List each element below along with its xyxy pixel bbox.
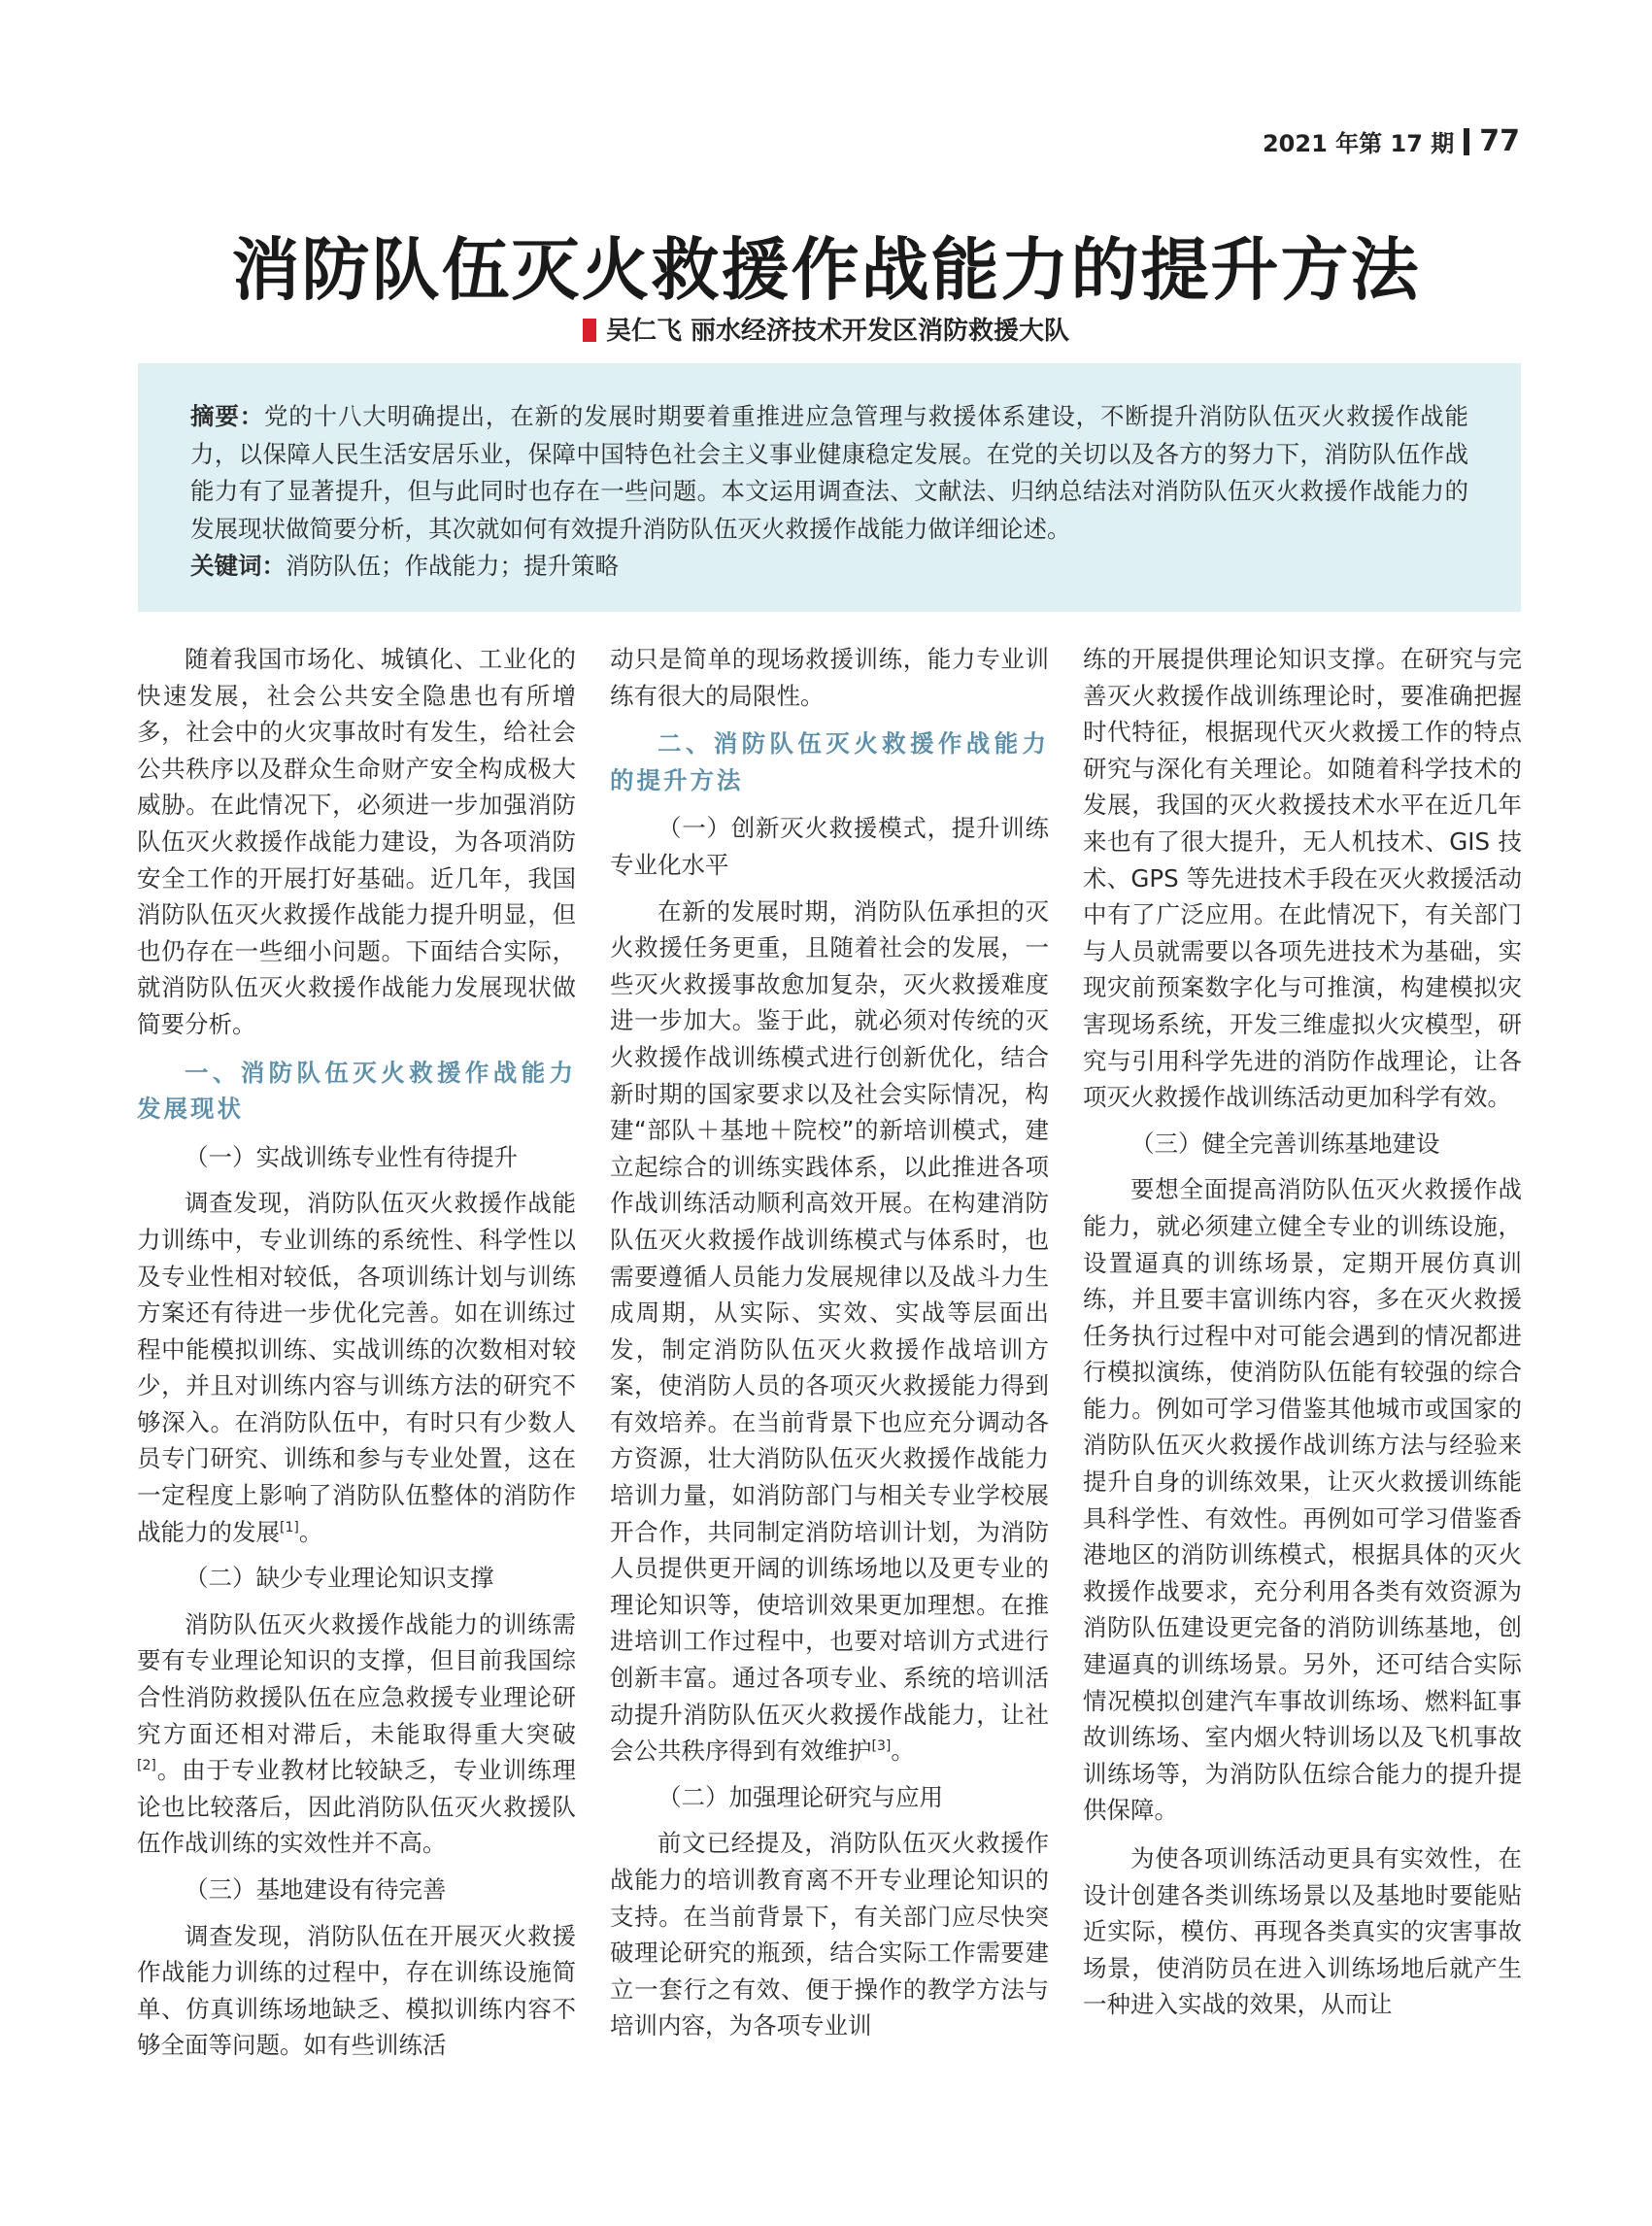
paragraph: 为使各项训练活动更具有实效性，在设计创建各类训练场景以及基地时要能贴近实际，模仿、再现各类真实的灾害事故场景，使消防员在进入训练场地后就产生一种进入实战的效果，从而让 <box>1083 1844 1522 2019</box>
keywords-label: 关键词： <box>190 552 286 580</box>
subsection-heading: （一）实战训练专业性有待提升 <box>185 1142 518 1171</box>
page-number: 77 <box>1479 124 1520 158</box>
author-line <box>0 311 1652 347</box>
subsection-heading: （二）加强理论研究与应用 <box>657 1782 943 1811</box>
red-marker-icon <box>583 319 596 342</box>
paragraph-text: 在新的发展时期，消防队伍承担的灭火救援任务更重，且随着社会的发展，一些灭火救援事故愈加复杂，灭火救援难度进一步加大。鉴于此，就必须对传统的灭火救援作战训练模式进行创新优化，结合新时期的国家要求以及社会实际情况，构建“部队＋基地＋院校”的新培训模式，建立起综合的训练实践体系，以此推进各项作战训练活动顺利高效开展。在构建消防队伍灭火救援作战训练模式与体系时，也需要遵循人员能力发展规律以及战斗力生成周期，从实际、实效、实战等层面出发，制定消防队伍灭火救援作战培训方案，使消防人员的各项灭火救援能力得到有效培养。在当前背景下也应充分调动各方资源，壮大消防队伍灭火救援作战能力培训力量，如消防部门与相关专业学校展开合作，共同制定消防培训计划，为消防人员提供更开阔的训练场地以及更专业的理论知识等，使培训效果更加理想。在推进培训工作过程中，也要对培训方式进行创新丰富。通过各项专业、系统的培训活动提升消防队伍灭火救援作战能力，让社会公共秩序得到有效维护 <box>610 896 1049 1766</box>
paragraph: 前文已经提及，消防队伍灭火救援作战能力的培训教育离不开专业理论知识的支持。在当前背景下，有关部门应尽快突破理论研究的瓶颈，结合实际工作需要建立一套行之有效、便于操作的教学方法与培训内容，为各项专业训 <box>610 1829 1049 2040</box>
paragraph-text: 消防队伍灭火救援作战能力的训练需要有专业理论知识的支撑，但目前我国综合性消防救援队伍在应急救援专业理论研究方面还相对滞后，未能取得重大突破 <box>137 1609 576 1748</box>
section-heading: 一、消防队伍灭火救援作战能力发展现状 <box>137 1058 576 1124</box>
abstract-text: 党的十八大明确提出，在新的发展时期要着重推进应急管理与救援体系建设，不断提升消防队伍灭火救援作战能力，以保障人民生活安居乐业，保障中国特色社会主义事业健康稳定发展。在党的关切以及各方的努力下，消防队伍作战能力有了显著提升，但与此同时也存在一些问题。本文运用调查法、文献法、归纳总结法对消防队伍灭火救援作战能力的发展现状做简要分析，其次就如何有效提升消防队伍灭火救援作战能力做详细论述。 <box>190 402 1469 543</box>
paragraph: 要想全面提高消防队伍灭火救援作战能力，就必须建立健全专业的训练设施，设置逼真的训练场景，定期开展仿真训练，并且要丰富训练内容，多在灭火救援任务执行过程中对可能会遇到的情况都进行模拟演练，使消防队伍能有较强的综合能力。例如可学习借鉴其他城市或国家的消防队伍灭火救援作战训练方法与经验来提升自身的训练效果，让灭火救援训练能具科学性、有效性。再例如可学习借鉴香港地区的消防训练模式，根据具体的灭火救援作战要求，充分利用各类有效资源为消防队伍建设更完备的消防训练基地，创建逼真的训练场景。另外，还可结合实际情况模拟创建汽车事故训练场、燃料缸事故训练场、室内烟火特训场以及飞机事故训练场等，为消防队伍综合能力的提升提供保障。 <box>1083 1175 1522 1825</box>
paragraph <box>137 1606 576 1862</box>
citation: [3] <box>871 1738 892 1755</box>
subsection-heading: （三）健全完善训练基地建设 <box>1130 1129 1440 1158</box>
paragraph <box>610 894 1049 1770</box>
issue-label: 2021 年第 17 期 <box>1262 130 1455 157</box>
subsection-heading: （二）缺少专业理论知识支撑 <box>185 1564 494 1593</box>
paragraph-continued: 练的开展提供理论知识支撑。在研究与完善灭火救援作战训练理论时，要准确把握时代特征，根据现代灭火救援工作的特点研究与深化有关理论。如随着科学技术的发展，我国的灭火救援技术水平在近几年来也有了很大提升，无人机技术、GIS 技术、GPS 等先进技术手段在灭火救援活动中有了广泛应用。在此情况下，有关部门与人员就需要以各项先进技术为基础，实现灾前预案数字化与可推演，构建模拟灾害现场系统，开发三维虚拟火灾模型，研究与引用科学先进的消防作战理论，让各项灭火救援作战训练活动更加科学有效。 <box>1083 645 1522 1112</box>
section-heading: 二、消防队伍灭火救援作战能力的提升方法 <box>610 729 1049 794</box>
column-2 <box>610 641 1049 2044</box>
subsection-heading: （一）创新灭火救援模式，提升训练专业化水平 <box>610 814 1049 879</box>
article-title: 消防队伍灭火救援作战能力的提升方法 <box>231 229 1421 310</box>
author-affiliation: 丽水经济技术开发区消防救援大队 <box>691 317 1070 346</box>
issue-header <box>1263 124 1520 158</box>
column-3 <box>1083 641 1522 2023</box>
divider-bar <box>1464 128 1469 155</box>
paragraph-text: 。 <box>298 1517 323 1546</box>
abstract-label: 摘要： <box>190 402 264 430</box>
abstract <box>190 398 1468 548</box>
abstract-box <box>138 363 1521 612</box>
keywords-text: 消防队伍；作战能力；提升策略 <box>286 552 619 580</box>
keywords <box>190 548 1468 586</box>
author-name: 吴仁飞 <box>605 317 682 346</box>
paragraph: 随着我国市场化、城镇化、工业化的快速发展，社会公共安全隐患也有所增多，社会中的火灾事故时有发生，给社会公共秩序以及群众生命财产安全构成极大威胁。在此情况下，必须进一步加强消防队伍灭火救援作战能力建设，为各项消防安全工作的开展打好基础。近几年，我国消防队伍灭火救援作战能力提升明显，但也仍存在一些细小问题。下面结合实际，就消防队伍灭火救援作战能力发展现状做简要分析。 <box>137 645 576 1038</box>
subsection-heading: （三）基地建设有待完善 <box>185 1875 447 1904</box>
citation: [2] <box>137 1758 156 1774</box>
paragraph-text: 调查发现，消防队伍灭火救援作战能力训练中，专业训练的系统性、科学性以及专业性相对较低，各项训练计划与训练方案还有待进一步优化完善。如在训练过程中能模拟训练、实战训练的次数相对较少，并且对训练内容与训练方法的研究不够深入。在消防队伍中，有时只有少数人员专门研究、训练和参与专业处置，这在一定程度上影响了消防队伍整体的消防作战能力的发展 <box>137 1189 576 1546</box>
paragraph: 调查发现，消防队伍在开展灭火救援作战能力训练的过程中，存在训练设施简单、仿真训练场地缺乏、模拟训练内容不够全面等问题。如有些训练活 <box>137 1921 576 2060</box>
paragraph <box>137 1185 576 1550</box>
column-1 <box>137 641 576 2064</box>
paragraph-text: 。 <box>891 1737 915 1766</box>
paragraph-continued: 动只是简单的现场救援训练，能力专业训练有很大的局限性。 <box>610 645 1049 710</box>
citation: [1] <box>280 1519 299 1535</box>
paragraph-text: 。由于专业教材比较缺乏，专业训练理论也比较落后，因此消防队伍灭火救援队伍作战训练的实效性并不高。 <box>137 1756 576 1858</box>
